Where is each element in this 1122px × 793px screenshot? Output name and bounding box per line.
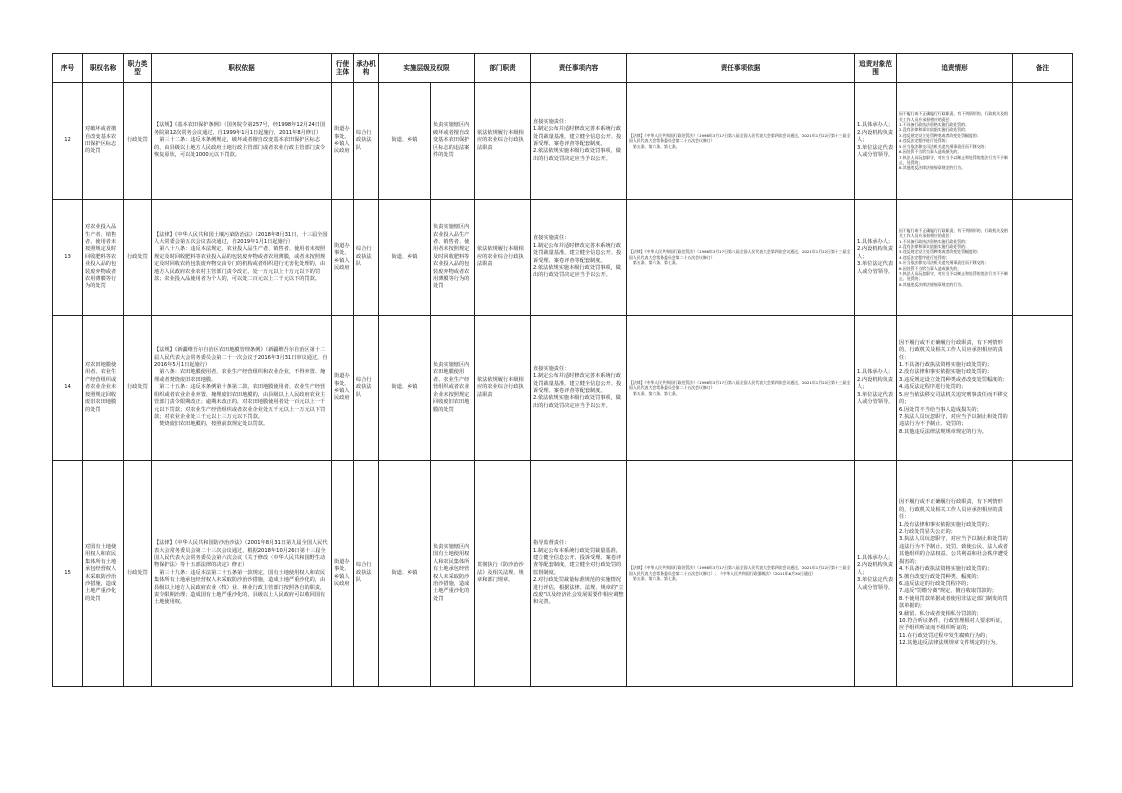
cell-target [855, 200, 897, 316]
header-note: 备注 [1013, 54, 1073, 83]
header-resp-basis: 责任事项依据 [627, 54, 855, 83]
cell-level: 街道、乡镇 [379, 461, 431, 687]
cell-subject: 街道办事处、乡镇人民政府 [332, 83, 354, 200]
cell-basis [152, 200, 332, 316]
cell-name: 对破坏或者擅自改变基本农田保护区标志的处罚 [83, 83, 124, 200]
cell-case [897, 461, 1013, 687]
cell-target [855, 83, 897, 200]
resp-basis-text: 【法律】《中华人民共和国行政处罚法》（1996年3月17日第八届全国人民代表大会第四次会议通过，2021年1月22日第十三届全国人民代表大会常务委员会第二十五次会议修订）；《中华人民共和国行政强制法》（2011年6月30日通过） 第五条、第六条、第七条。 [629, 565, 851, 582]
cell-target [855, 461, 897, 687]
cell-subject: 街道办事处、乡镇人民政府 [332, 200, 354, 316]
basis-text: 【法律】《中华人民共和国土壤污染防治法》（2018年8月31日，十三届全国人大常委会第五次会议表决通过，自2019年1月1日起施行） 第八十八条：违反本法规定，农业投入品生产者、销售者、使用者未按照规定及时回收肥料等农业投入品的包装废弃物或者农用薄膜，或者未按照规定及时回收农药包装废弃物交由专门的机构或者组织进行无害化处理的，由地方人民政府农业农村主管部门责令改正，处一万元以上十万元以下的罚款；农业投入品使用者为个人的，可以处二百元以上二千元以下的罚款。 [154, 231, 328, 283]
content-text: 直接实施责任： 1.制定公布并适时修改完善本系统行政处罚裁量基准，建立健全信息公开、投诉受理、案卷评查等配套制度。 2.依法依规实施本级行政处罚事项，做出的行政处罚决定应当予以公开。 [533, 365, 622, 409]
header-content: 责任事项内容 [531, 54, 627, 83]
cell-org: 综合行政执法队 [354, 83, 379, 200]
content-text: 直接实施责任： 1.制定公布并适时修改完善本系统行政处罚裁量基准，建立健全信息公开、投诉受理、案卷评查等配套制度。 2.依法依规实施本级行政处罚事项，做出的行政处罚决定应当予以公开。 [533, 235, 622, 279]
cell-org: 综合行政执法队 [354, 316, 379, 461]
cell-resp-basis [627, 200, 855, 316]
cell-name: 对国有土地使用权人和农民集体所有土地承包经营权人未采取防沙治沙措施，造成土地严重沙化的处罚 [83, 461, 124, 687]
target-text: 1.具体承办人； 2.内设机构负责人； 3.单位法定代表人或分管领导。 [857, 122, 894, 159]
content-text: 直接实施责任： 1.制定公布并适时修改完善本系统行政处罚裁量基准，建立健全信息公开、投诉受理、案卷评查等配套制度。 2.依法依规实施本级行政处罚事项，做出的行政处罚决定应当予以公开。 [533, 118, 622, 162]
target-text: 1.具体承办人； 2.内设机构负责人； 3.单位法定代表人或分管领导。 [857, 554, 894, 591]
cell-type: 行政处罚 [124, 83, 152, 200]
table-row [53, 83, 1073, 200]
header-row [53, 54, 1073, 83]
case-text: 因不履行或不正确履行行政职责，有下列情形的，行政机关及相关工作人员应承担相应的责任： 1.不具备行政执法资格实施行政处罚的； 2.没有法律和事实依据实施行政处罚的； 3.违反规定设立处罚种类或者改变处罚幅度的； 4.违反法定程序进行处罚的； 5.应当依法移交司法机关追究刑事责任而不移交的； 6.因处罚不当给当事人造成损失的； 7.执法人员玩忽职守，对应当予以制止和处罚的违法行为不予制止、处罚的； 8.其他违反法律法规规章规定的行为。 [899, 339, 1008, 435]
cell-content [531, 200, 627, 316]
cell-no: 12 [53, 83, 83, 200]
cell-target [855, 316, 897, 461]
cell-content [531, 83, 627, 200]
basis-text: 【法规】《新疆维吾尔自治区农田地膜管理条例》（新疆维吾尔自治区第十二届人民代表大会常务委员会第二十一次会议于2016年3月31日审议通过，自2016年5月1日起施行） 第八条：农田地膜使用者、农业生产经营组织和农业企业，不得弃置、掩埋或者焚烧废旧农田地膜。 第二十五条：违反本条例第十条第二款，农田地膜使用者、农业生产经营组织或者农业企业弃置、掩埋废旧农田地膜的，由县级以上人民政府农业主管部门责令限期改正；逾期未改正的，对农田地膜使用者处一百元以上一千元以下罚款；对农业生产经营组织或者农业企业处五千元以上一万元以下罚款；对农业企业处三千元以上三万元以下罚款。 焚烧废旧农田地膜的，按照前款规定处以罚款。 [154, 347, 328, 428]
cell-level: 街道、乡镇 [379, 316, 431, 461]
cell-name: 对农田地膜使用者、农业生产经营组织或者农业企业未按照规定回收废旧农田地膜的处罚 [83, 316, 124, 461]
cell-case [897, 200, 1013, 316]
cell-scope: 负责实施辖区内农田地膜使用者、农业生产经营组织或者农业企业未按照规定回收废旧农田地膜的处罚 [431, 316, 475, 461]
header-no: 序号 [53, 54, 83, 83]
cell-duty: 依法依规履行本级相应的农业综合行政执法职责 [475, 316, 531, 461]
cell-name: 对农业投入品生产者、销售者、使用者未按照规定及时回收肥料等农业投入品的包装废弃物或者农用薄膜等行为的处罚 [83, 200, 124, 316]
cell-level: 街道、乡镇 [379, 83, 431, 200]
power-responsibility-table [52, 53, 1073, 687]
header-basis: 职权依据 [152, 54, 332, 83]
cell-basis [152, 83, 332, 200]
case-text: 因不履行或不正确履行行政职责，有下列情形的，行政机关及相关工作人员应承担相应的责任： 1.不具备行政执法资格实施行政处罚的； 2.没有法律和事实依据实施行政处罚的； 3.违反规定设立处罚种类或者改变处罚幅度的； 4.违反法定程序进行处罚的； 5.应当依法移交司法机关追究刑事责任而不移交的； 6.因处罚不当给当事人造成损失的； 7.执法人员玩忽职守，对应当予以制止和处罚的违法行为不予制止、处罚的； 8.其他违反法律法规规章规定的行为。 [899, 111, 1008, 171]
cell-duty: 贯彻执行《防沙治沙法》及相关法规、规章和部门规章。 [475, 461, 531, 687]
cell-case [897, 316, 1013, 461]
basis-text: 【法规】《基本农田保护条例》（国务院令第257号，经1998年12月24日国务院第12次常务会议通过，自1999年1月1日起施行，2011年8月修订） 第三十二条：违反本条例规定，破坏或者擅自改变基本农田保护区标志的，由县级以上地方人民政府土地行政主管部门或者农业行政主管部门责令恢复原状，可以处1000元以下罚款。 [154, 122, 326, 159]
resp-basis-text: 【法律】《中华人民共和国行政处罚法》（1996年3月17日第八届全国人民代表大会第四次会议通过，2021年1月22日第十三届全国人民代表大会常务委员会第二十五次会议修订） 第五条、第六条、第七条。 [629, 132, 851, 149]
cell-note [1013, 83, 1073, 200]
cell-case [897, 83, 1013, 200]
cell-note [1013, 316, 1073, 461]
cell-content [531, 461, 627, 687]
responsibility-list-sheet [52, 53, 1073, 687]
case-text: 因不履行或不正确履行行政职责，有下列情形的，行政机关及相关工作人员应承担相应的责任： 1.没有法律和事实依据实施行政处罚的； 2.行政处罚显失公正的； 3.执法人员玩忽职守，对应当予以制止和处罚的违法行为不予制止、处罚，致使公民、法人或者其他组织的合法权益、公共利益和社会秩序遭受损害的； 4.不具备行政执法资格实施行政处罚的； 5.擅自改变行政处罚种类、幅度的； 6.违反法定的行政处罚程序的； 7.违反"罚缴分离"规定，擅自收取罚款的； 8.不使用罚款单据或者使用非法定部门制发的罚款单据的； 9.截留、私分或者变相私分罚款的； 10.符合听证条件、行政管理相对人要求听证，应予组织听证而不组织听证的； 11.在行政处罚过程中发生腐败行为的； 12.其他违反法律法规规章文件规定的行为。 [899, 499, 1008, 647]
header-type: 职力类型 [124, 54, 152, 83]
cell-subject: 街道办事处、乡镇人民政府 [332, 461, 354, 687]
cell-note [1013, 461, 1073, 687]
content-text: 指导监督责任： 1.制定公布本系统行政处罚裁量基准，建立健全信息公开、投诉受理、案卷评查等配套制度，建立健全对行政处罚的监督制度。 2.对行政处罚裁量标准规范的实施情况进行评估，根据法律、法规、规章的"立改废"以及经济社会发展需要作相应调整和完善。 [533, 540, 624, 606]
target-text: 1.具体承办人； 2.内设机构负责人； 3.单位法定代表人或分管领导。 [857, 369, 894, 406]
cell-no: 15 [53, 461, 83, 687]
cell-level: 街道、乡镇 [379, 200, 431, 316]
header-duty: 部门职责 [475, 54, 531, 83]
table-row [53, 461, 1073, 687]
cell-no: 14 [53, 316, 83, 461]
header-org: 承办机构 [354, 54, 379, 83]
cell-note [1013, 200, 1073, 316]
cell-no: 13 [53, 200, 83, 316]
header-name: 职权名称 [83, 54, 124, 83]
cell-type: 行政处罚 [124, 316, 152, 461]
cell-subject: 街道办事处、乡镇人民政府 [332, 316, 354, 461]
cell-duty: 依法依规履行本级相应的农业综合行政执法职责 [475, 83, 531, 200]
table-row [53, 200, 1073, 316]
cell-content [531, 316, 627, 461]
resp-basis-text: 【法律】《中华人民共和国行政处罚法》（1996年3月17日第八届全国人民代表大会第四次会议通过，2021年1月22日第十三届全国人民代表大会常务委员会第二十五次会议修订） 第五条、第六条、第七条。 [629, 379, 851, 396]
cell-resp-basis [627, 316, 855, 461]
cell-duty: 依法依规履行本级相应的农业综合行政执法职责 [475, 200, 531, 316]
cell-org: 综合行政执法队 [354, 461, 379, 687]
basis-text: 【法律】《中华人民共和国防沙治沙法》（2001年8月31日第九届全国人民代表大会常务委员会第二十三次会议通过，根据2018年10月26日第十三届全国人民代表大会常务委员会第六次会议《关于修改〈中华人民共和国野生动物保护法〉等十五部法律的决定》修正） 第三十九条：违反本法第二十五条第一款规定，国有土地使用权人和农民集体所有土地承包经营权人未采取防沙治沙措施，造成土地严重沙化的，由县级以上地方人民政府农业（牧）业、林业行政主管部门按照各自的职责，责令限期治理；造成国有土地严重沙化的，县级以上人民政府可以收回国有土地使用权。 [154, 540, 328, 606]
cell-scope: 负责实施辖区内国有土地使用权人和农民集体所有土地承包经营权人未采取防沙治沙措施，造成土地严重沙化的处罚 [431, 461, 475, 687]
cell-type: 行政处罚 [124, 200, 152, 316]
cell-resp-basis [627, 83, 855, 200]
header-target: 追责对象范围 [855, 54, 897, 83]
resp-basis-text: 【法律】《中华人民共和国行政处罚法》（1996年3月17日第八届全国人民代表大会第四次会议通过，2021年1月22日第十三届全国人民代表大会常务委员会第二十五次会议修订） 第五条、第六条、第七条。 [629, 249, 851, 266]
header-level: 实施层级及权限 [379, 54, 475, 83]
header-subject: 行使主体 [332, 54, 354, 83]
cell-resp-basis [627, 461, 855, 687]
table-row [53, 316, 1073, 461]
cell-scope: 负责实施辖区内农业投入品生产者、销售者、使用者未按照规定及时回收肥料等农业投入品的包装废弃物或者农用薄膜等行为的处罚 [431, 200, 475, 316]
cell-basis [152, 316, 332, 461]
case-text: 因不履行或不正确履行行政职责，有下列情形的，行政机关及相关工作人员应承担相应的责任： 1.不具备行政执法资格实施行政处罚的； 2.没有法律和事实依据实施行政处罚的； 3.违反规定设立处罚种类或者改变处罚幅度的； 4.违反法定程序进行处罚的； 5.应当依法移交司法机关追究刑事责任而不移交的； 6.因处罚不当给当事人造成损失的； 7.执法人员玩忽职守，对应当予以制止和处罚的违法行为不予制止、处罚的； 8.其他违反法律法规规章规定的行为。 [899, 227, 1008, 287]
cell-basis [152, 461, 332, 687]
cell-org: 综合行政执法队 [354, 200, 379, 316]
cell-type: 行政处罚 [124, 461, 152, 687]
cell-scope: 负责实施辖区内破坏或者擅自改变基本农田保护区标志的违法案件的处罚 [431, 83, 475, 200]
target-text: 1.具体承办人； 2.内设机构负责人； 3.单位法定代表人或分管领导。 [857, 238, 894, 275]
header-case: 追责情形 [897, 54, 1013, 83]
